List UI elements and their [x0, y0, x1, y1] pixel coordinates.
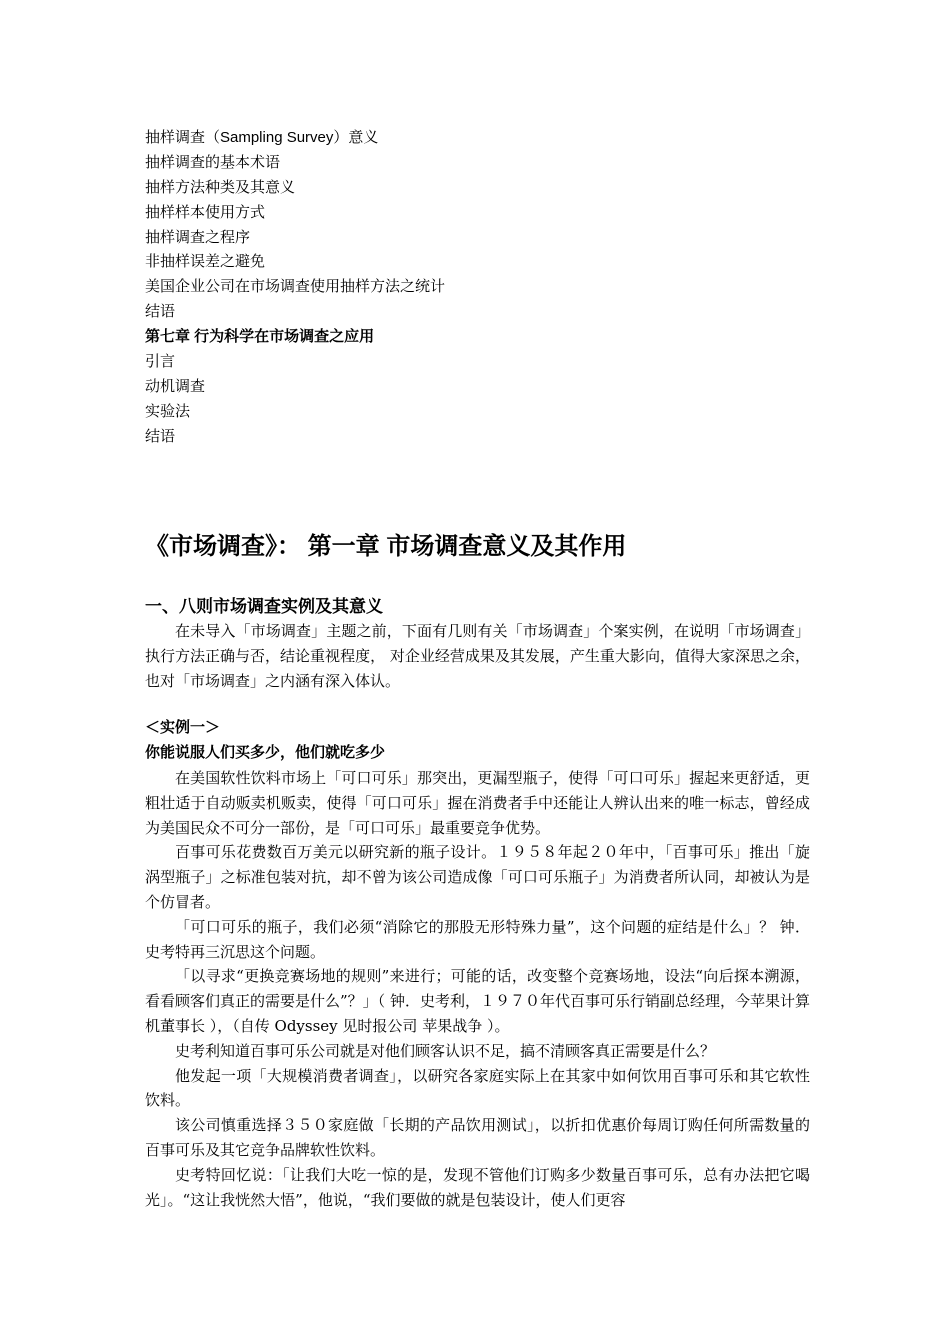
table-of-contents: [145, 126, 810, 450]
chapter-title: 《市场调查》： 第一章 市场调查意义及其作用: [145, 533, 627, 560]
toc-item: 动机调查: [145, 377, 206, 395]
case-paragraph: 该公司慎重选择３５０家庭做「长期的产品饮用测试」，以折扣优惠价每周订购任何所需数量的百事可乐及其它竞争品牌软性饮料。: [145, 1116, 810, 1159]
case-paragraph: 百事可乐花费数百万美元以研究新的瓶子设计。１９５８年起２０年中，「百事可乐」推出「旋涡型瓶子」之标准包装对抗，却不曾为该公司造成像「可口可乐瓶子」为消费者所认同，却被认为是个仿冒者。: [145, 843, 810, 911]
intro-paragraph: 在未导入「市场调查」主题之前，下面有几则有关「市场调查」个案实例，在说明「市场调查」执行方法正确与否，结论重视程度， 对企业经营成果及其发展，产生重大影向，值得大家深思之余，也对「市场调查」之内涵有深入体认。: [145, 622, 810, 690]
toc-item: 抽样样本使用方式: [145, 203, 266, 221]
toc-item: 抽样方法种类及其意义: [145, 178, 296, 196]
case-paragraph: 「可口可乐的瓶子，我们必须“消除它的那股无形特殊力量”，这个问题的症结是什么」？ 钟．史考特再三沉思这个问题。: [145, 917, 810, 961]
case-label: ＜实例一＞: [145, 719, 221, 736]
case-paragraph: 史考特回忆说：「让我们大吃一惊的是，发现不管他们订购多少数量百事可乐，总有办法把它喝光」。“这让我恍然大悟”，他说，“我们要做的就是包装设计，使人们更容: [145, 1165, 810, 1209]
document-page: [145, 0, 810, 1344]
toc-item: 引言: [145, 353, 176, 371]
section-title: 一、八则市场调查实例及其意义: [145, 597, 383, 616]
toc-item: 结语: [145, 303, 176, 321]
case-body: [145, 766, 810, 1212]
toc-item: 实验法: [145, 402, 191, 420]
toc-item: 抽样调查之程序: [145, 228, 251, 246]
toc-chapter-heading: 第七章 行为科学在市场调查之应用: [145, 328, 375, 346]
case-subtitle: 你能说服人们买多少，他们就吃多少: [145, 744, 386, 761]
case-paragraph: 史考利知道百事可乐公司就是对他们顾客认识不足，搞不清顾客真正需要是什么？: [175, 1041, 716, 1060]
toc-item: 结语: [145, 427, 176, 445]
case-paragraph: 在美国软性饮料市场上「可口可乐」那突出，更漏型瓶子，使得「可口可乐」握起来更舒适，更粗壮适于自动贩卖机贩卖，使得「可口可乐」握在消费者手中还能让人辨认出来的唯一标志，曾经成为美国民众不可分一部份，是「可口可乐」最重要竞争优势。: [145, 769, 810, 837]
case-paragraph: 他发起一项「大规模消费者调查」，以研究各家庭实际上在其家中如何饮用百事可乐和其它软性饮料。: [145, 1066, 810, 1110]
toc-item: 抽样调查（Sampling Survey）意义: [145, 129, 379, 146]
case-paragraph: 「以寻求“更换竞赛场地的规则”来进行；可能的话，改变整个竞赛场地，设法“向后探本溯源，看看顾客们真正的需要是什么”？」（ 钟．史考利，１９７０年代百事可乐行销副总经理，今苹果计算机董事长 ），（自传 Odyssey 见时报公司 苹果战争 ）。: [145, 967, 810, 1035]
toc-item: 抽样调查的基本术语: [145, 153, 281, 171]
toc-item: 非抽样误差之避免: [145, 253, 266, 271]
section-intro: [145, 619, 810, 693]
toc-item: 美国企业公司在市场调查使用抽样方法之统计: [145, 278, 446, 296]
